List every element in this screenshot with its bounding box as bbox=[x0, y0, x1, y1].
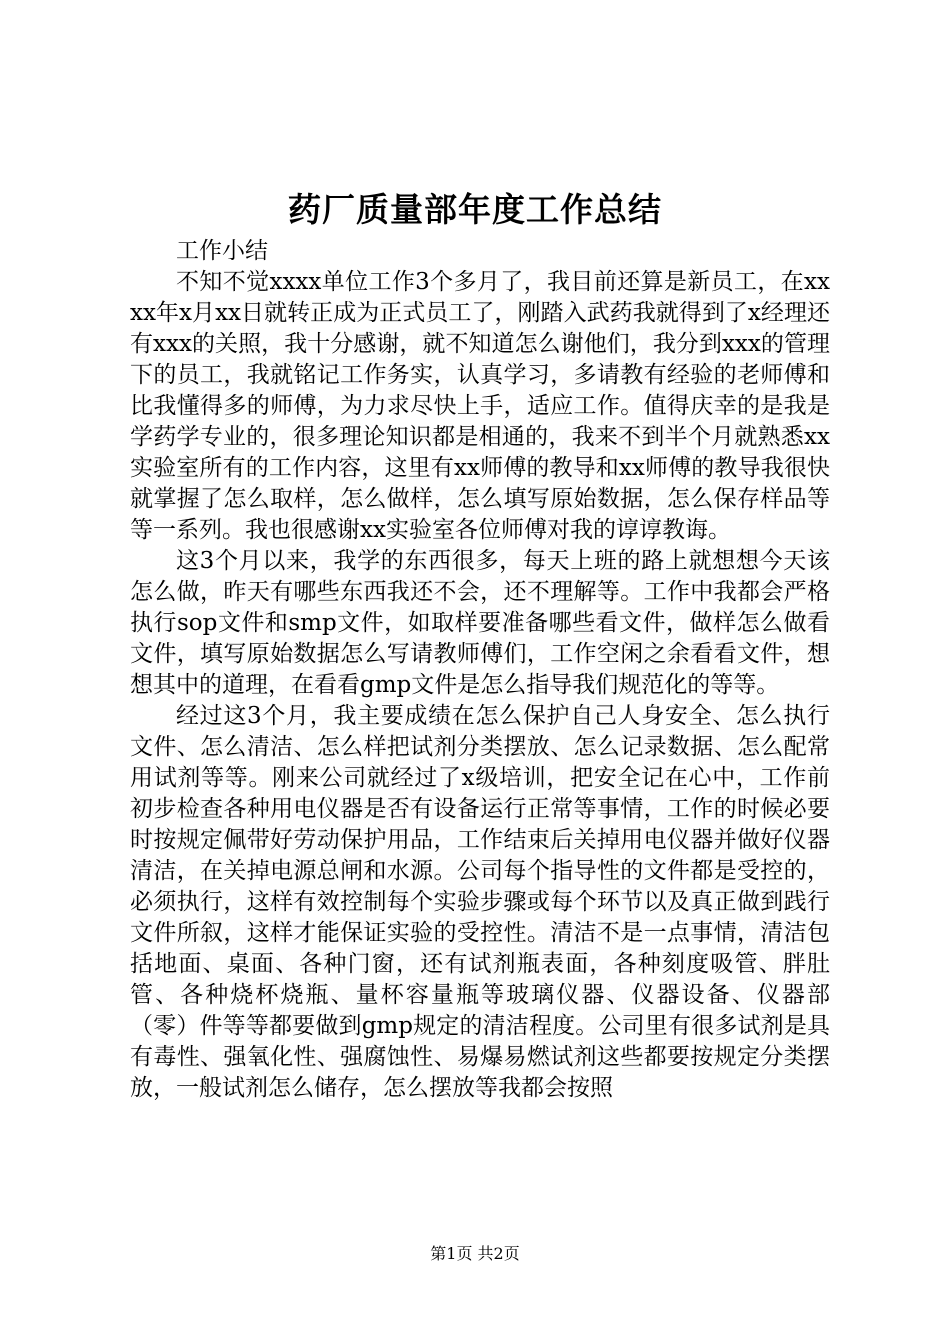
paragraph-heading: 工作小结 bbox=[176, 238, 268, 264]
paragraph: 不知不觉xxxx单位工作3个多月了，我目前还算是新员工，在xxxx年x月xx日就转正成为正式员工了，刚踏入武药我就得到了x经理还有xxx的关照，我十分感谢，就不知道怎么谢他们，我分到xxx的管理下的员工，我就铭记工作务实，认真学习，多请教有经验的老师傅和比我懂得多的师傅，为力求尽快上手，适应工作。值得庆幸的是我是学药学专业的，很多理论知识都是相通的，我来不到半个月就熟悉xx实验室所有的工作内容，这里有xx师傅的教导和xx师傅的教导我很快就掌握了怎么取样，怎么做样，怎么填写原始数据，怎么保存样品等等一系列。我也很感谢xx实验室各位师傅对我的谆谆教诲。 bbox=[130, 269, 830, 543]
paragraph: 经过这3个月，我主要成绩在怎么保护自己人身安全、怎么执行文件、怎么清洁、怎么样把试剂分类摆放、怎么记录数据、怎么配常用试剂等等。刚来公司就经过了x级培训，把安全记在心中，工作前初步检查各种用电仪器是否有设备运行正常等事情，工作的时候必要时按规定佩带好劳动保护用品，工作结束后关掉用电仪器并做好仪器清洁，在关掉电源总闸和水源。公司每个指导性的文件都是受控的，必须执行，这样有效控制每个实验步骤或每个环节以及真正做到践行文件所叙，这样才能保证实验的受控性。清洁不是一点事情，清洁包括地面、桌面、各种门窗，还有试剂瓶表面，各种刻度吸管、胖肚管、各种烧杯烧瓶、量杯容量瓶等玻璃仪器、仪器设备、仪器部（零）件等等都要做到gmp规定的清洁程度。公司里有很多试剂是具有毒性、强氧化性、强腐蚀性、易爆易燃试剂这些都要按规定分类摆放，一般试剂怎么储存，怎么摆放等我都会按照 bbox=[130, 703, 830, 1101]
page-footer: 第1页 共2页 bbox=[430, 1244, 520, 1263]
paragraph: 这3个月以来，我学的东西很多，每天上班的路上就想想今天该怎么做，昨天有哪些东西我还不会，还不理解等。工作中我都会严格执行sop文件和smp文件，如取样要准备哪些看文件，做样怎么做看文件，填写原始数据怎么写请教师傅们，工作空闲之余看看文件，想想其中的道理，在看看gmp文件是怎么指导我们规范化的等等。 bbox=[130, 548, 830, 698]
document-title: 药厂质量部年度工作总结 bbox=[288, 190, 662, 229]
document-body bbox=[130, 236, 830, 1104]
